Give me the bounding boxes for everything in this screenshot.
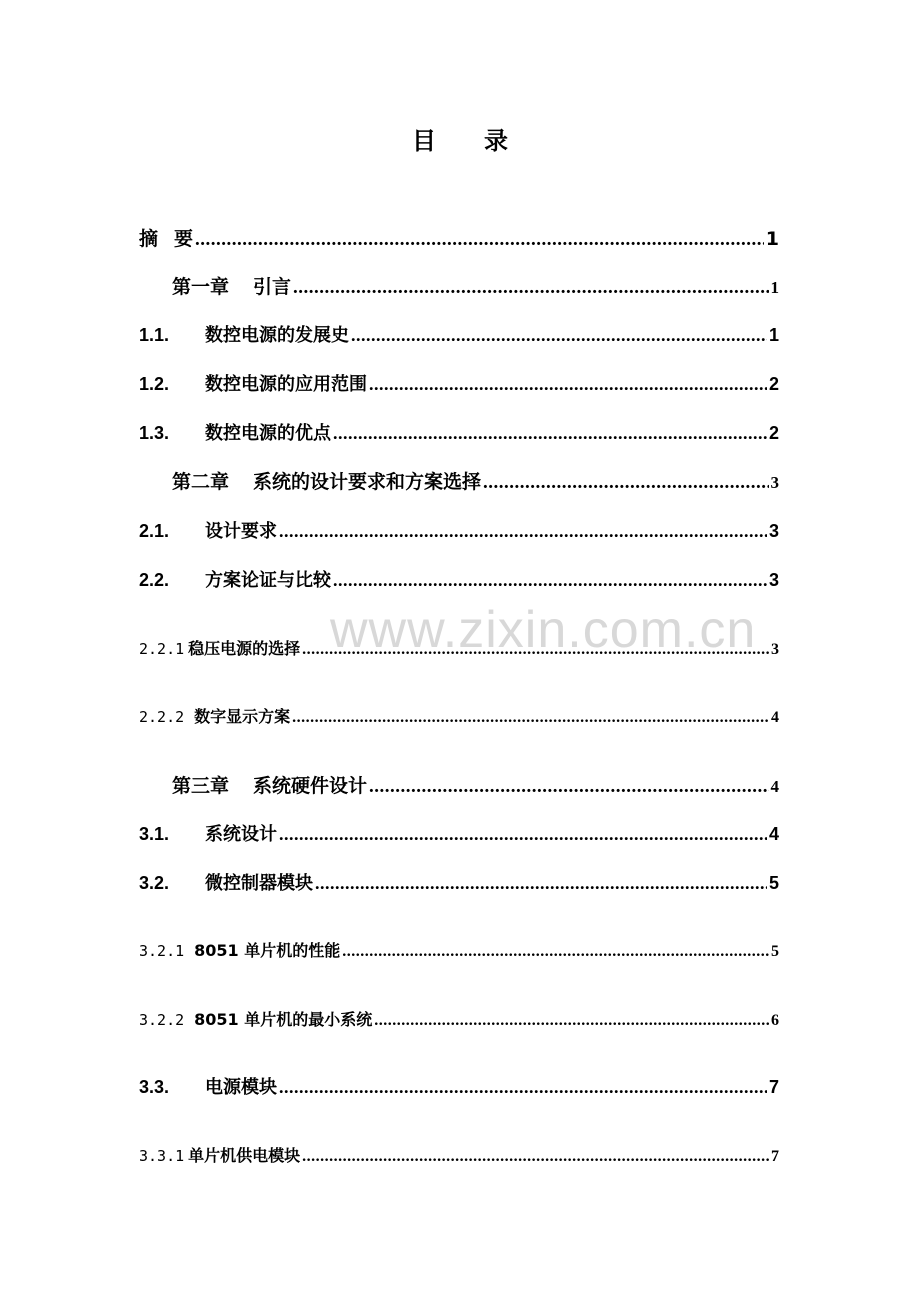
toc-leader-dots bbox=[351, 325, 767, 346]
toc-entry-number: 2.2.1 bbox=[139, 640, 185, 658]
toc-entry-title: 设计要求 bbox=[205, 521, 277, 542]
toc-entry-number: 3.1. bbox=[139, 824, 170, 844]
toc-entry-title: 要 bbox=[174, 228, 194, 250]
watermark: www.zixin.com.cn bbox=[330, 601, 757, 659]
toc-entry-2-2[interactable] bbox=[139, 566, 779, 592]
toc-page-number: 2 bbox=[768, 423, 779, 443]
toc-page-number: 6 bbox=[771, 1012, 779, 1029]
toc-entry-title: 数控电源的发展史 bbox=[205, 325, 349, 346]
toc-entry-number: 3.2.1 bbox=[139, 942, 185, 960]
toc-entry-1-2[interactable] bbox=[139, 370, 779, 396]
toc-entry-2-2-2[interactable] bbox=[139, 704, 779, 727]
toc-entry-3-2-2[interactable] bbox=[139, 1007, 779, 1030]
toc-leader-dots bbox=[302, 1148, 769, 1166]
toc-page-number: 4 bbox=[768, 824, 779, 844]
title-char-2: 录 bbox=[484, 126, 508, 155]
toc-entry-title: 8051 单片机的性能 bbox=[194, 941, 341, 960]
toc-entry-number: 第二章 bbox=[172, 471, 230, 493]
toc-entry-2-1[interactable] bbox=[139, 517, 779, 543]
toc-leader-dots bbox=[333, 570, 767, 591]
toc-page-number: 2 bbox=[768, 374, 779, 394]
toc-page-number: 7 bbox=[768, 1077, 779, 1097]
toc-leader-dots bbox=[302, 641, 769, 659]
toc-entry-title: 微控制器模块 bbox=[205, 873, 313, 894]
toc-leader-dots bbox=[369, 374, 767, 395]
toc-entry-title: 数字显示方案 bbox=[194, 707, 291, 726]
toc-entry-number: 3.2. bbox=[139, 873, 170, 893]
toc-page-number: 3 bbox=[768, 570, 779, 590]
toc-entry-number: 1.2. bbox=[139, 374, 170, 394]
title-char-1: 目 bbox=[412, 126, 436, 155]
toc-entry-title: 数控电源的优点 bbox=[205, 423, 331, 444]
toc-page-number: 1 bbox=[768, 325, 779, 345]
toc-entry-chapter-3[interactable] bbox=[172, 771, 779, 798]
toc-page-number: 5 bbox=[771, 943, 779, 960]
toc-entry-1-3[interactable] bbox=[139, 419, 779, 445]
toc-entry-number: 1.3. bbox=[139, 423, 170, 443]
toc-leader-dots bbox=[279, 521, 767, 542]
toc-entry-title: 系统的设计要求和方案选择 bbox=[253, 471, 482, 493]
toc-entry-title: 系统硬件设计 bbox=[253, 775, 368, 797]
toc-entry-title: 数控电源的应用范围 bbox=[205, 374, 367, 395]
toc-entry-number: 3.3.1 bbox=[139, 1147, 185, 1165]
toc-entry-title: 8051 单片机的最小系统 bbox=[194, 1010, 373, 1029]
toc-entry-number: 2.2.2 bbox=[139, 708, 185, 726]
toc-page-number: 3 bbox=[770, 473, 779, 492]
toc-entry-number: 3.2.2 bbox=[139, 1011, 185, 1029]
toc-entry-number: 2.2. bbox=[139, 570, 170, 590]
toc-leader-dots bbox=[195, 229, 764, 251]
toc-entry-3-3[interactable] bbox=[139, 1073, 779, 1099]
toc-entry-abstract[interactable] bbox=[139, 224, 779, 251]
toc-entry-title: 方案论证与比较 bbox=[205, 570, 331, 591]
toc-leader-dots bbox=[293, 277, 768, 299]
toc-entry-number: 2.1. bbox=[139, 521, 170, 541]
toc-entry-number: 第三章 bbox=[172, 775, 230, 797]
toc-page-number: 3 bbox=[768, 521, 779, 541]
toc-entry-3-2[interactable] bbox=[139, 869, 779, 895]
toc-leader-dots bbox=[374, 1012, 769, 1030]
toc-leader-dots bbox=[333, 423, 767, 444]
toc-page-number: 3 bbox=[771, 641, 779, 658]
toc-entry-3-2-1[interactable] bbox=[139, 938, 779, 961]
toc-entry-1-1[interactable] bbox=[139, 321, 779, 347]
toc-entry-3-1[interactable] bbox=[139, 820, 779, 846]
toc-entry-chapter-2[interactable] bbox=[172, 467, 779, 494]
toc-leader-dots bbox=[483, 472, 768, 494]
toc-entry-title: 单片机供电模块 bbox=[188, 1146, 301, 1165]
toc-leader-dots bbox=[292, 709, 769, 727]
toc-leader-dots bbox=[315, 873, 767, 894]
toc-page-number: 4 bbox=[770, 777, 779, 796]
toc-entry-2-2-1[interactable] bbox=[139, 636, 779, 659]
toc-entry-title: 稳压电源的选择 bbox=[188, 639, 301, 658]
toc-leader-dots bbox=[279, 1077, 767, 1098]
toc-leader-dots bbox=[369, 776, 768, 798]
toc-entry-title: 引言 bbox=[253, 276, 292, 298]
toc-entry-chapter-1[interactable] bbox=[172, 272, 779, 299]
toc-entry-title: 系统设计 bbox=[205, 824, 277, 845]
toc-entry-title: 电源模块 bbox=[205, 1077, 277, 1098]
toc-entry-number: 摘 bbox=[139, 228, 175, 250]
toc-entry-number: 3.3. bbox=[139, 1077, 170, 1097]
toc-page-number: 7 bbox=[771, 1148, 779, 1165]
toc-page-number: 5 bbox=[768, 873, 779, 893]
toc-entry-number: 1.1. bbox=[139, 325, 170, 345]
toc-leader-dots bbox=[342, 943, 769, 961]
toc-leader-dots bbox=[279, 824, 767, 845]
toc-entry-3-3-1[interactable] bbox=[139, 1143, 779, 1166]
toc-page-number: 1 bbox=[770, 278, 779, 297]
toc-page-number: 4 bbox=[771, 709, 779, 726]
toc-entry-number: 第一章 bbox=[172, 276, 230, 298]
toc-page-number: 1 bbox=[765, 228, 779, 250]
